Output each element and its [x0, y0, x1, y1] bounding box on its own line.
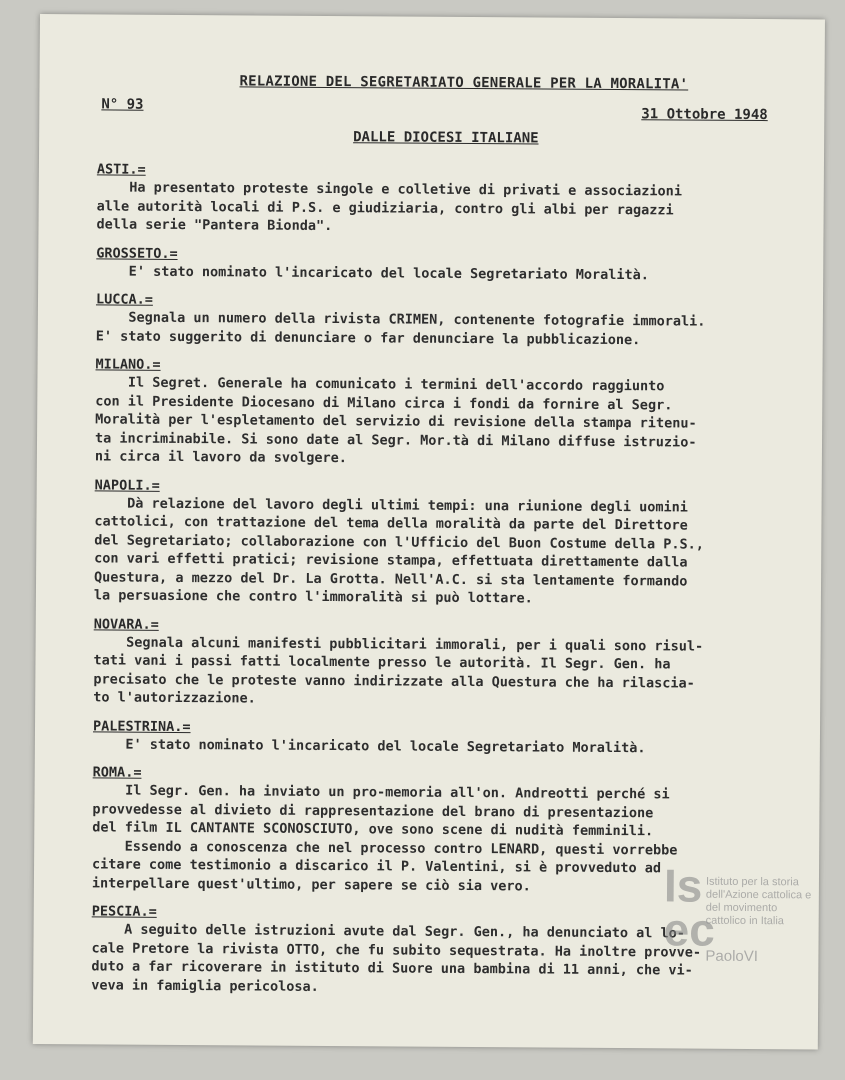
- diocese-heading: PALESTRINA.=: [92, 717, 191, 735]
- document-number: N° 93: [101, 96, 144, 113]
- diocese-heading: LUCCA.=: [95, 291, 153, 308]
- report-text-line: alle autorità locali di P.S. e giudiziaria, contro gli albi per ragazzi: [96, 197, 674, 218]
- diocese-heading: MILANO.=: [95, 356, 161, 373]
- report-text-line: E' stato nominato l'incaricato del locale Segretariato Moralità.: [92, 735, 646, 756]
- report-text-line: della serie "Pantera Bionda".: [96, 216, 333, 235]
- report-text-line: precisato che le proteste vanno indirizzate alla Questura che ha rilascia-: [93, 670, 695, 692]
- diocese-entry: [96, 290, 796, 350]
- report-text-line: cattolici, con trattazione del tema della moralità da parte del Direttore: [94, 513, 688, 534]
- watermark-logo: Is ec: [663, 859, 715, 956]
- report-text-line: Dà relazione del lavoro degli ultimi tempi: una riunione degli uomini: [94, 494, 688, 516]
- report-text-line: ni circa il lavoro da svolgere.: [94, 448, 347, 467]
- report-text-line: la persuasione che contro l'immoralità si può lottare.: [93, 587, 533, 607]
- diocese-heading: NAPOLI.=: [94, 476, 160, 494]
- report-text-line: E' stato suggerito di denunciare o far denunciare la pubblicazione.: [95, 327, 641, 348]
- diocese-heading: ROMA.=: [92, 764, 142, 781]
- report-text-line: Moralità per l'espletamento del servizio di revisione della stampa ritenu-: [95, 411, 697, 432]
- diocese-entry: [94, 476, 795, 610]
- document-subtitle: DALLE DIOCESI ITALIANE: [353, 129, 539, 147]
- diocese-heading: ASTI.=: [96, 161, 146, 178]
- diocese-entry: [93, 717, 793, 758]
- diocese-entry: [96, 160, 796, 238]
- report-text-line: cale Pretore la rivista OTTO, che fu subito sequestrata. Ha inoltre provve-: [91, 939, 702, 961]
- document-page: [33, 14, 825, 1049]
- report-text-line: duto a far ricoverare in istituto di Suore una bambina di 11 anni, che vi-: [91, 958, 693, 979]
- diocese-heading: NOVARA.=: [93, 615, 159, 633]
- document-date: 31 Ottobre 1948: [641, 106, 768, 124]
- watermark-text: Istituto per la storia dell'Azione cattolica e del movimento cattolico in Italia: [705, 875, 812, 928]
- report-text-line: Segnala alcuni manifesti pubblicitari immorali, per i quali sono risul-: [93, 633, 704, 655]
- report-text-line: con il Presidente Diocesano di Milano circa i fondi da fornire al Segr.: [95, 392, 673, 413]
- report-text-line: interpellare quest'ultimo, per sapere se ciò sia vero.: [91, 874, 531, 894]
- report-text-line: A seguito delle istruzioni avute dal Segr. Gen., ha denunciato al lo-: [91, 921, 685, 942]
- report-text-line: Essendo a conoscenza che nel processo contro LENARD, questi vorrebbe: [92, 837, 678, 858]
- report-text-line: tati vani i passi fatti localmente presso le autorità. Il Segr. Gen. ha: [93, 652, 671, 673]
- diocese-heading: PESCIA.=: [91, 903, 157, 920]
- report-text-line: veva in famiglia pericolosa.: [91, 976, 319, 995]
- diocese-entry: [95, 355, 796, 470]
- diocese-entry: [96, 244, 796, 285]
- watermark-brand: PaoloVI: [705, 947, 759, 966]
- report-text-line: Questura, a mezzo del Dr. La Grotta. Nell'A.C. si sta lentamente formando: [94, 568, 688, 590]
- report-text-line: con vari effetti pratici; revisione stampa, effettuata direttamente dalla: [94, 550, 688, 571]
- report-text-line: Il Segret. Generale ha comunicato i termini dell'accordo raggiunto: [95, 374, 665, 395]
- report-text-line: Ha presentato proteste singole e colletive di privati e associazioni: [96, 179, 683, 200]
- report-text-line: to l'autorizzazione.: [93, 689, 256, 707]
- report-text-line: ta incriminabile. Si sono date al Segr. Mor.tà di Milano diffuse istruzio-: [94, 429, 697, 451]
- diocese-heading: GROSSETO.=: [96, 244, 178, 262]
- document-title: RELAZIONE DEL SEGRETARIATO GENERALE PER LA MORALITA': [239, 73, 689, 93]
- report-text-line: E' stato nominato l'incaricato del locale Segretariato Moralità.: [96, 262, 649, 283]
- report-text-line: citare come testimonio a discarico il P. Valentini, si è provveduto ad: [92, 856, 662, 877]
- archive-watermark: [663, 859, 814, 974]
- report-text-line: Segnala un numero della rivista CRIMEN, contenente fotografie immorali.: [95, 309, 706, 330]
- report-text-line: provvedesse al divieto di rappresentazione del brano di presentazione: [92, 800, 654, 821]
- report-text-line: del film IL CANTANTE SCONOSCIUTO, ove sono scene di nudità femminili.: [92, 819, 654, 840]
- report-text-line: del Segretariato; collaborazione con l'Ufficio del Buon Costume della P.S.,: [94, 531, 704, 553]
- report-text-line: Il Segr. Gen. ha inviato un pro-memoria all'on. Andreotti perché si: [92, 782, 670, 803]
- diocese-entry: [93, 615, 794, 712]
